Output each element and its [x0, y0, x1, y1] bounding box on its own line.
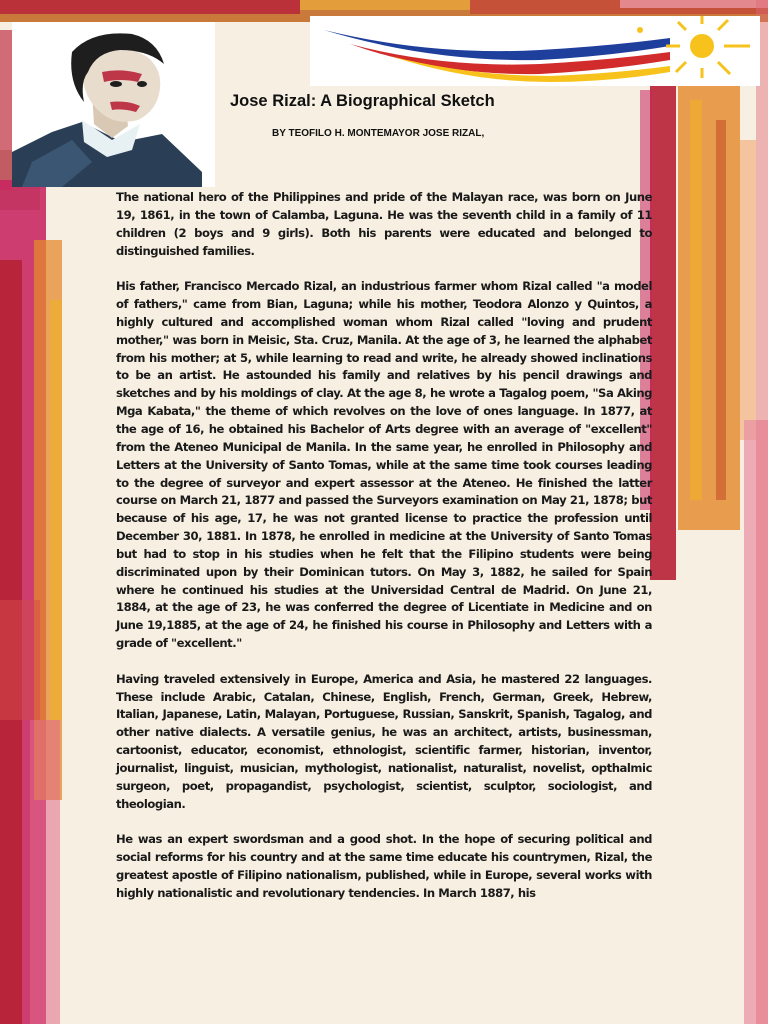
- paragraph-2: His father, Francisco Mercado Rizal, an industrious farmer whom Rizal called "a model of fathers," came from Bian, Laguna; while his mother, Teodora Alonzo y Quintos, a highly cultured and accomplished woman whom Rizal called "loving and prudent mother," was born in Meisic, Sta. Cruz, Manila. At the age of 3, he learned the alphabet from his mother; at 5, while learning to read and write, he already showed inclinations to be an artist. He astounded his family and relatives by his pencil drawings and sketches and by his moldings of clay. At the age 8, he wrote a Tagalog poem, "Sa Aking Mga Kabata," the theme of which revolves on the love of ones language. In 1877, at the age of 16, he obtained his Bachelor of Arts degree with an average of "excellent" from the Ateneo Municipal de Manila. In the same year, he enrolled in Philosophy and Letters at the University of Santo Tomas, while at the same time took courses leading to the degree of surveyor and expert assessor at the Ateneo. He finished the latter course on March 21, 1877 and passed the Surveyors examination on May 21, 1878; but because of his age, 17, he was not granted license to practice the profession until December 30, 1881. In 1878, he enrolled in medicine at the University of Santo Tomas but had to stop in his studies when he felt that the Filipino students were being discriminated upon by their Dominican tutors. On May 3, 1882, he sailed for Spain where he continued his studies at the Universidad Central de Madrid. On June 21, 1884, at the age of 23, he was conferred the degree of Licentiate in Medicine and on June 19,1885, at the age of 24, he finished his course in Philosophy and Letters with a grade of "excellent.": [116, 279, 652, 651]
- philippine-flag-banner: [310, 16, 760, 86]
- paragraph-4: He was an expert swordsman and a good shot. In the hope of securing political and social reforms for his country and at the same time educate his countrymen, Rizal, the greatest apostle of Filipino nationalism, published, while in Europe, several works with highly nationalistic and revolutionary tendencies. In March 1887, his: [116, 832, 652, 900]
- flag-swoosh-illustration: [310, 16, 760, 86]
- portrait-illustration: [12, 22, 215, 187]
- paragraph-1: The national hero of the Philippines and pride of the Malayan race, was born on June 19, 1861, in the town of Calamba, Laguna. He was the seventh child in a family of 11 children (2 boys and 9 girls). Both his parents were educated and belonged to distinguished families.: [116, 190, 652, 258]
- document-body: [116, 189, 652, 903]
- paragraph-3: Having traveled extensively in Europe, America and Asia, he mastered 22 languages. These include Arabic, Catalan, Chinese, English, French, German, Greek, Hebrew, Italian, Japanese, Latin, Malayan, Portuguese, Russian, Sanskrit, Spanish, Tagalog, and other native dialects. A versatile genius, he was an architect, artists, businessman, cartoonist, educator, economist, ethnologist, scientific farmer, historian, inventor, journalist, linguist, musician, mythologist, nationalist, naturalist, novelist, opthalmic surgeon, poet, propagandist, psychologist, scientist, sculptor, sociologist, and theologian.: [116, 671, 652, 811]
- document-byline: BY TEOFILO H. MONTEMAYOR JOSE RIZAL,: [272, 128, 485, 139]
- document-title: Jose Rizal: A Biographical Sketch: [230, 92, 495, 110]
- sun-icon: [690, 34, 714, 58]
- jose-rizal-portrait: [12, 22, 215, 187]
